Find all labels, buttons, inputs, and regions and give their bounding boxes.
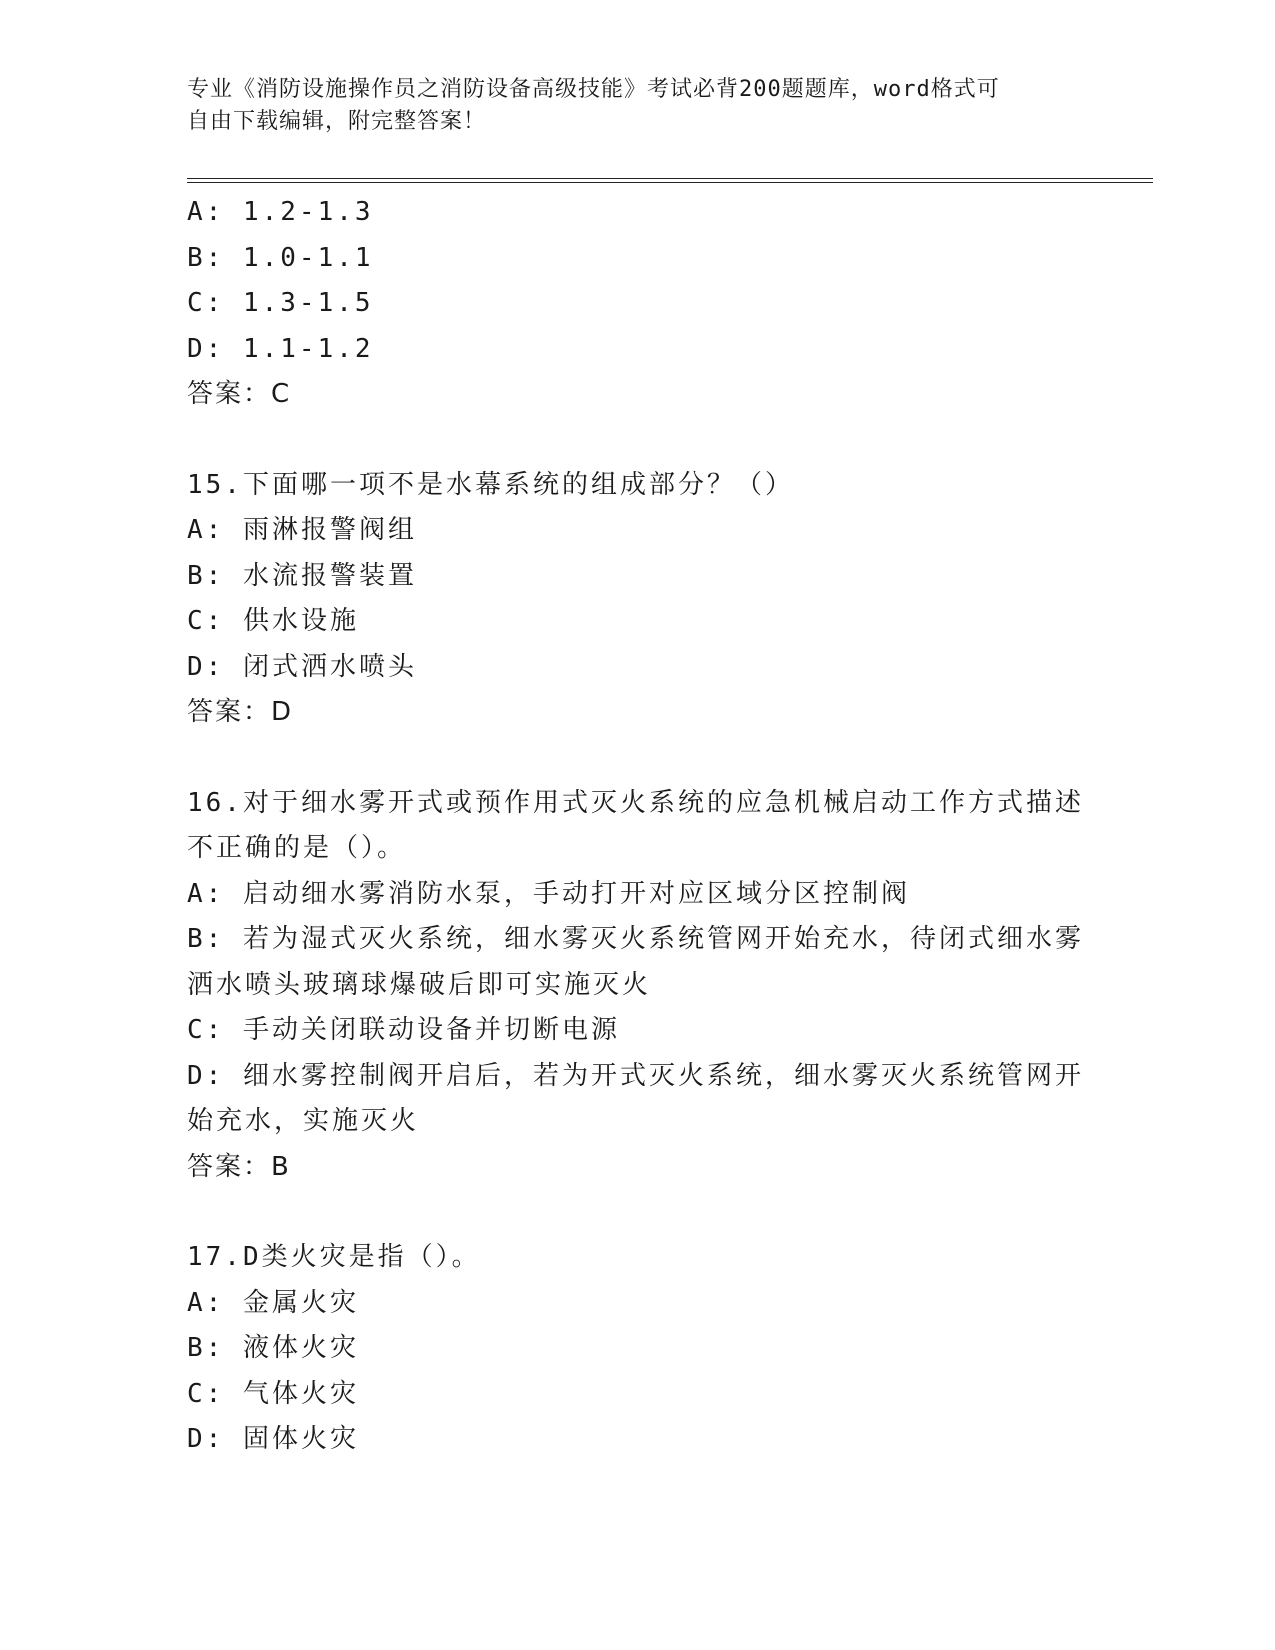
answer: 答案：B bbox=[187, 1151, 291, 1182]
answer: 答案：C bbox=[187, 379, 292, 409]
option-a: A: 雨淋报警阀组 bbox=[187, 515, 417, 545]
question-text: 17.D类火灾是指（）。 bbox=[187, 1242, 481, 1272]
option-c: C: 1.3-1.5 bbox=[187, 288, 374, 318]
question-list bbox=[187, 190, 1087, 1463]
option-d: D: 1.1-1.2 bbox=[187, 333, 374, 364]
question-text: 15.下面哪一项不是水幕系统的组成部分？（） bbox=[187, 469, 794, 500]
option-d: D: 闭式洒水喷头 bbox=[187, 651, 417, 682]
option-c: C: 手动关闭联动设备并切断电源 bbox=[187, 1015, 620, 1045]
option-a: A: 启动细水雾消防水泵，手动打开对应区域分区控制阀 bbox=[187, 878, 910, 909]
question-16 bbox=[187, 781, 1087, 1191]
option-c: C: 供水设施 bbox=[187, 606, 359, 636]
document-header bbox=[187, 74, 1067, 138]
option-d-line-2: 始充水，实施灭火 bbox=[187, 1106, 420, 1136]
question-text-line-1: 16.对于细水雾开式或预作用式灭火系统的应急机械启动工作方式描述 bbox=[187, 787, 1084, 818]
question-15 bbox=[187, 463, 1087, 736]
option-b-line-2: 洒水喷头玻璃球爆破后即可实施灭火 bbox=[187, 969, 652, 1000]
option-d-line-1: D: 细水雾控制阀开启后，若为开式灭火系统，细水雾灭火系统管网开 bbox=[187, 1060, 1084, 1091]
option-c: C: 气体火灾 bbox=[187, 1378, 359, 1409]
option-a: A: 1.2-1.3 bbox=[187, 197, 374, 227]
spacer bbox=[187, 736, 1087, 781]
option-d: D: 固体火灾 bbox=[187, 1424, 359, 1454]
header-line-1: 专业《消防设施操作员之消防设备高级技能》考试必背200题题库，word格式可 bbox=[187, 77, 1000, 102]
header-rule-bottom bbox=[187, 182, 1153, 183]
header-rule-top bbox=[187, 178, 1153, 179]
option-a: A: 金属火灾 bbox=[187, 1287, 359, 1318]
spacer bbox=[187, 418, 1087, 463]
option-b: B: 液体火灾 bbox=[187, 1333, 359, 1363]
option-b: B: 水流报警装置 bbox=[187, 560, 417, 591]
question-17 bbox=[187, 1235, 1087, 1463]
option-b: B: 1.0-1.1 bbox=[187, 242, 374, 273]
answer: 答案：D bbox=[187, 697, 294, 727]
header-line-2: 自由下载编辑，附完整答案！ bbox=[187, 109, 487, 134]
question-14 bbox=[187, 190, 1087, 418]
option-b-line-1: B: 若为湿式灭火系统，细水雾灭火系统管网开始充水，待闭式细水雾 bbox=[187, 924, 1084, 954]
spacer bbox=[187, 1190, 1087, 1235]
question-text-line-2: 不正确的是（）。 bbox=[187, 833, 407, 863]
